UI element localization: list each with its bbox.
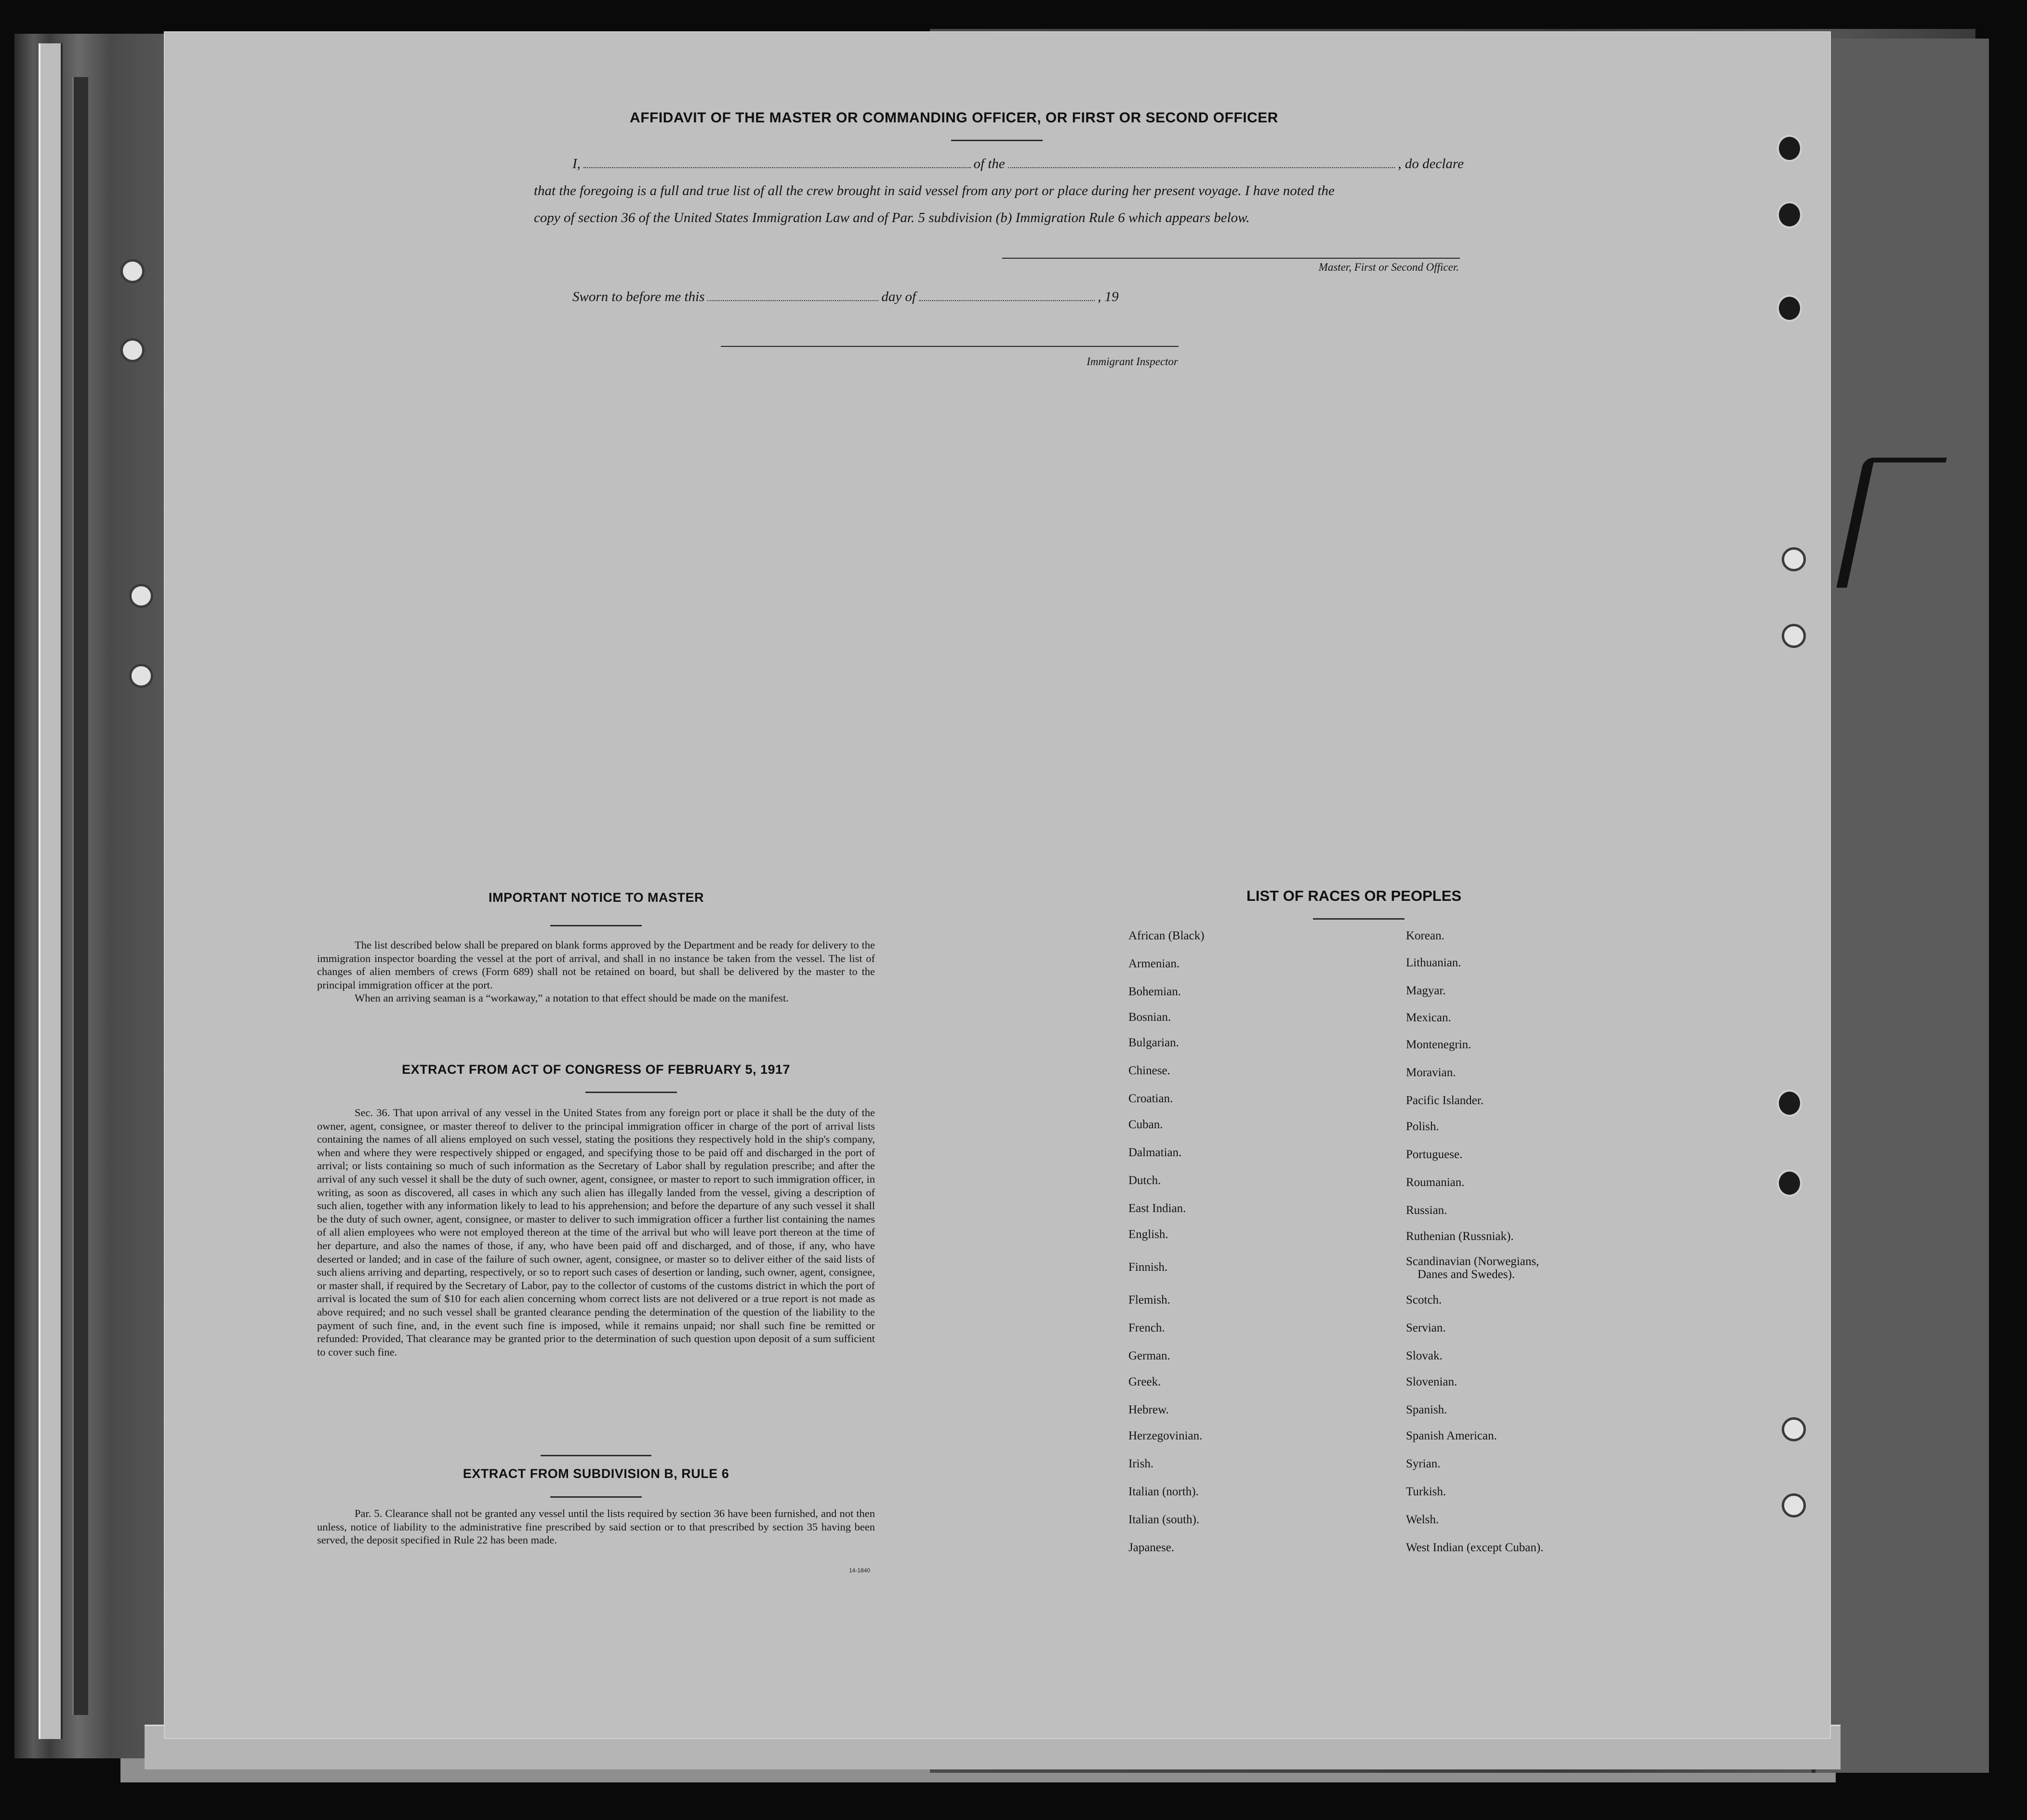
race-item: Welsh. [1406, 1513, 1439, 1526]
race-item: Bosnian. [1128, 1011, 1171, 1024]
race-item: Scandinavian (Norwegians, [1406, 1255, 1539, 1268]
race-item: Magyar. [1406, 984, 1446, 997]
race-item: Mexican. [1406, 1011, 1451, 1024]
race-item: Chinese. [1128, 1064, 1170, 1077]
race-item: Portuguese. [1406, 1148, 1463, 1161]
race-item: Finnish. [1128, 1261, 1168, 1274]
punch-hole [1777, 135, 1802, 162]
race-item: Servian. [1406, 1321, 1446, 1334]
year-text: , 19 [1098, 289, 1119, 304]
race-item: Slovenian. [1406, 1375, 1457, 1388]
race-item: Slovak. [1406, 1349, 1443, 1362]
name-blank [583, 167, 971, 168]
binder-strip-dark [72, 77, 88, 1715]
race-item: French. [1128, 1321, 1165, 1334]
race-item: Armenian. [1128, 957, 1180, 970]
inspector-label: Immigrant Inspector [1086, 356, 1178, 368]
rule-text [317, 1507, 875, 1547]
race-item: Lithuanian. [1406, 956, 1461, 969]
document-page [164, 31, 1831, 1739]
act-text [317, 1106, 875, 1358]
race-item: Turkish. [1406, 1485, 1446, 1498]
race-item: Montenegrin. [1406, 1038, 1471, 1051]
affidavit-title: AFFIDAVIT OF THE MASTER OR COMMANDING OFFICER, OR FIRST OR SECOND OFFICER [630, 110, 1278, 126]
race-item: Dalmatian. [1128, 1146, 1182, 1159]
race-item: Moravian. [1406, 1066, 1456, 1079]
day-blank [707, 300, 878, 301]
punch-hole [1777, 295, 1802, 322]
punch-hole [1777, 201, 1802, 228]
affidavit-text [534, 150, 1464, 231]
race-item: Irish. [1128, 1457, 1154, 1470]
title-rule [951, 140, 1043, 141]
binder-strip [39, 43, 63, 1739]
race-item: English. [1128, 1228, 1168, 1241]
sworn-text: Sworn to before me this [572, 289, 705, 304]
races-title: LIST OF RACES OR PEOPLES [1246, 887, 1462, 904]
vessel-blank [1008, 167, 1395, 168]
race-item: Dutch. [1128, 1174, 1161, 1187]
punch-hole [1782, 1417, 1806, 1441]
punch-hole [1782, 1493, 1806, 1517]
inspector-signature-line [721, 346, 1179, 347]
month-blank [919, 300, 1095, 301]
affidavit-i: I, [572, 156, 581, 171]
form-number: 14-1840 [849, 1567, 871, 1574]
rule-divider [541, 1455, 651, 1456]
races-rule [1313, 918, 1404, 920]
race-item: Bohemian. [1128, 985, 1181, 998]
punch-hole [120, 259, 145, 283]
master-signature-line [1002, 258, 1460, 259]
race-item: Italian (north). [1128, 1485, 1199, 1498]
punch-hole [1777, 1170, 1802, 1197]
notice-text [317, 938, 875, 1005]
sworn-line [572, 289, 1141, 305]
punch-hole [120, 338, 145, 362]
rule-title: EXTRACT FROM SUBDIVISION B, RULE 6 [463, 1466, 729, 1481]
notice-title: IMPORTANT NOTICE TO MASTER [489, 890, 704, 905]
race-item: Japanese. [1128, 1541, 1175, 1554]
race-item: Italian (south). [1128, 1513, 1200, 1526]
race-item: Ruthenian (Russniak). [1406, 1230, 1514, 1243]
race-item: East Indian. [1128, 1202, 1186, 1215]
race-item: German. [1128, 1349, 1170, 1362]
race-item: Hebrew. [1128, 1403, 1169, 1416]
race-item: Croatian. [1128, 1092, 1173, 1105]
notice-paragraph-2: When an arriving seaman is a “workaway,” a notation to that effect should be made on the manifest. [355, 992, 789, 1004]
day-of-text: day of [881, 289, 916, 304]
act-title: EXTRACT FROM ACT OF CONGRESS OF FEBRUARY 5, 1917 [401, 1062, 791, 1077]
race-item: Korean. [1406, 929, 1444, 942]
master-signature-label: Master, First or Second Officer. [1318, 261, 1459, 273]
race-item: West Indian (except Cuban). [1406, 1541, 1544, 1554]
affidavit-line-1 [534, 150, 1464, 177]
act-section-36: Sec. 36. That upon arrival of any vessel in the United States from any foreign port or place it shall be the duty of the owner, agent, consignee, or master thereof to deliver to the principal immigration officer in charge of the port of arrival lists containing the names of all aliens employed on such vessel, stating the positions they respectively hold in the ship's company, when and where they were respectively shipped or engaged, and specifying those to be paid off and discharged in the port of arrival; or lists containing so much of such information as the Secretary of Labor shall by regulation prescribe; and after the arrival of any such vessel it shall be the duty of such owner, agent, consignee, or master to report to such immigration officer, in writing, as soon as discovered, all cases in which any such alien has illegally landed from the vessel, giving a description of such alien, together with any information likely to lead to his apprehension; and before the departure of any such vessel it shall be the duty of such owner, agent, consignee, or master to deliver to such immigration officer a further list containing the names of all alien employees who were not employed thereon at the time of the arrival but who will leave port thereon at the time of her departure, and also the names of those, if any, who have been paid off and discharged, and of those, if any, who have deserted or landed; and in case of the failure of such owner, agent, consignee, or master so to deliver either of the said lists of such aliens arriving and departing, respectively, or so to report such cases of desertion or landing, such owner, agent, consignee, or master shall, if required by the Secretary of Labor, pay to the collector of customs of the customs district in which the port of arrival is located the sum of $10 for each alien concerning whom correct lists are not delivered or a true report is not made as above required; and no such vessel shall be granted clearance pending the determination of the question of the liability to the payment of such fine, and, in the event such fine is imposed, while it remains unpaid; nor shall such fine be remitted or refunded: Provided, That clearance may be granted prior to the determination of such question upon deposit of a sum sufficient to cover such fine. [317, 1107, 875, 1358]
affidavit-line-2: that the foregoing is a full and true list of all the crew brought in said vessel from any port or place during her present voyage. I have noted the [534, 183, 1335, 198]
punch-hole [1777, 1090, 1802, 1117]
punch-hole [129, 664, 153, 688]
race-item: Syrian. [1406, 1457, 1441, 1470]
race-item: Scotch. [1406, 1293, 1442, 1306]
binder-edge-right [1812, 39, 1989, 1773]
race-item: Polish. [1406, 1120, 1439, 1133]
race-item: Pacific Islander. [1406, 1094, 1484, 1107]
notice-paragraph-1: The list described below shall be prepared on blank forms approved by the Department and be ready for delivery to the immigration inspector boarding the vessel at the port of arrival, and shall in no instance be taken from the vessel. The list of changes of alien members of crews (Form 689) shall not be retained on board, but shall be delivered by the master to the principal immigration officer at the port. [317, 939, 875, 991]
race-item: Danes and Swedes). [1418, 1268, 1515, 1281]
race-item: Herzegovinian. [1128, 1429, 1203, 1442]
race-item: Spanish American. [1406, 1429, 1497, 1442]
notice-rule [550, 925, 642, 926]
affidavit-declare: , do declare [1398, 156, 1464, 171]
rule-title-rule [550, 1496, 642, 1498]
punch-hole [1782, 547, 1806, 571]
race-item: Bulgarian. [1128, 1036, 1179, 1049]
race-item: Russian. [1406, 1204, 1447, 1217]
race-item: Roumanian. [1406, 1176, 1465, 1189]
punch-hole [1782, 624, 1806, 648]
affidavit-of-the: of the [973, 156, 1005, 171]
affidavit-line-3: copy of section 36 of the United States Immigration Law and of Par. 5 subdivision (b) Immigration Rule 6 which appears below. [534, 210, 1250, 225]
rule-par-5: Par. 5. Clearance shall not be granted any vessel until the lists required by section 36 have been furnished, and not then unless, notice of liability to the administrative fine prescribed by said section or to that prescribed by section 35 having been served, the deposit specified in Rule 22 has been made. [317, 1507, 875, 1546]
race-item: Cuban. [1128, 1118, 1163, 1131]
race-item: Flemish. [1128, 1293, 1170, 1306]
race-item: Greek. [1128, 1375, 1161, 1388]
punch-hole [129, 584, 153, 608]
race-item: Spanish. [1406, 1403, 1447, 1416]
act-rule [585, 1092, 677, 1093]
race-item: African (Black) [1128, 929, 1205, 942]
